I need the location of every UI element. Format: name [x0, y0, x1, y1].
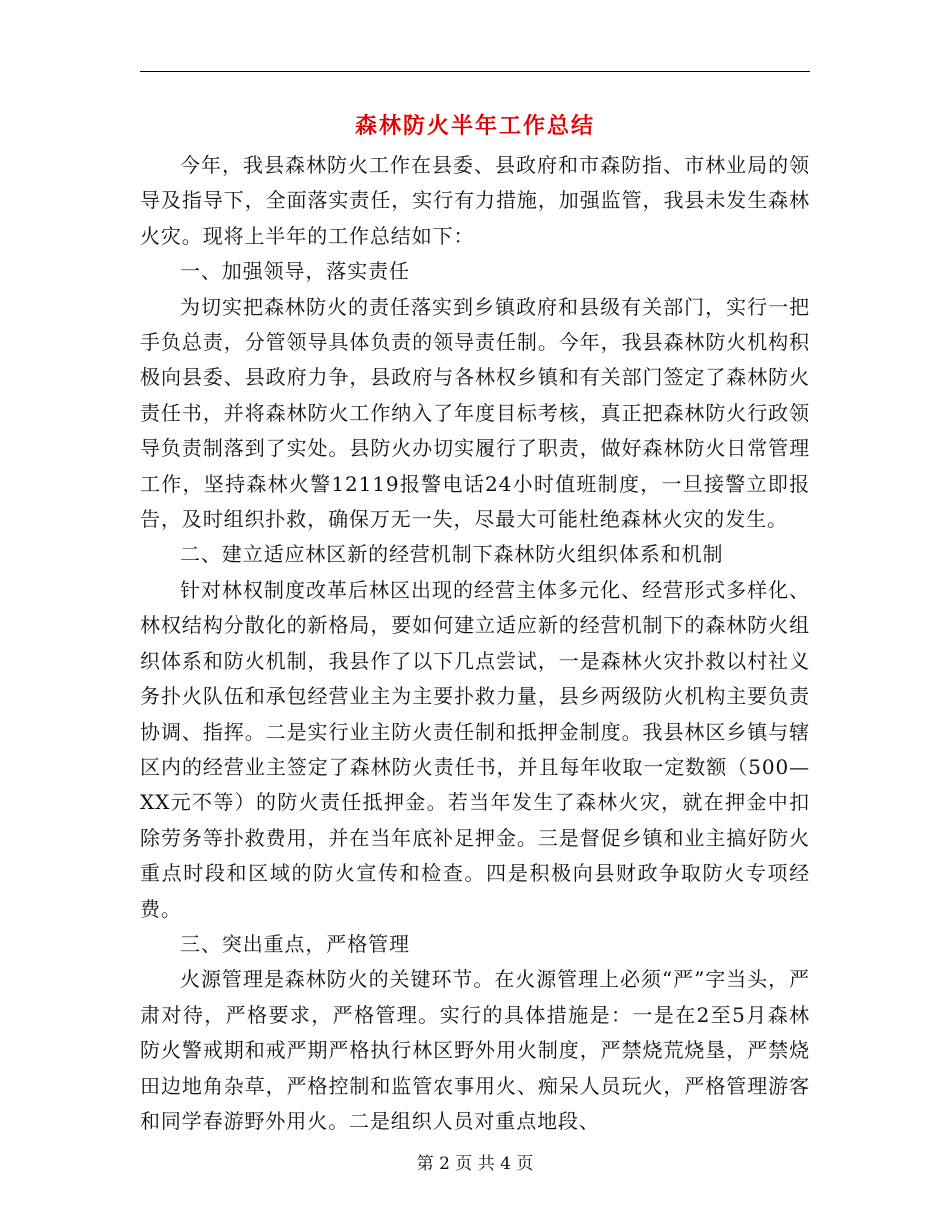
- paragraph: 针对林权制度改革后林区出现的经营主体多元化、经营形式多样化、林权结构分散化的新格局，要如何建立适应新的经营机制下的森林防火组织体系和防火机制，我县作了以下几点尝试，一是森林火灾扑救以村社义务扑火队伍和承包经营业主为主要扑救力量，县乡两级防火机构主要负责协调、指挥。二是实行业主防火责任制和抵押金制度。我县林区乡镇与辖区内的经营业主签定了森林防火责任书，并且每年收取一定数额（500—XX元不等）的防火责任抵押金。若当年发生了森林火灾，就在押金中扣除劳务等扑救费用，并在当年底补足押金。三是督促乡镇和业主搞好防火重点时段和区域的防火宣传和检查。四是积极向县财政争取防火专项经费。: [140, 577, 810, 921]
- section-heading: 二、建立适应林区新的经营机制下森林防火组织体系和机制: [180, 542, 724, 567]
- section-heading: 三、突出重点，严格管理: [180, 931, 410, 956]
- document-title: 森林防火半年工作总结: [354, 113, 595, 139]
- paragraph: 今年，我县森林防火工作在县委、县政府和市森防指、市林业局的领导及指导下，全面落实责任，实行有力措施，加强监管，我县未发生森林火灾。现将上半年的工作总结如下：: [140, 153, 810, 248]
- paragraph: 为切实把森林防火的责任落实到乡镇政府和县级有关部门，实行一把手负总责，分管领导具体负责的领导责任制。今年，我县森林防火机构积极向县委、县政府力争，县政府与各林权乡镇和有关部门签定了森林防火责任书，并将森林防火工作纳入了年度目标考核，真正把森林防火行政领导负责制落到了实处。县防火办切实履行了职责，做好森林防火日常管理工作，坚持森林火警12119报警电话24小时值班制度，一旦接警立即报告，及时组织扑救，确保万无一失，尽最大可能杜绝森林火灾的发生。: [140, 294, 810, 532]
- page-number-footer: 第 2 页 共 4 页: [416, 1154, 534, 1174]
- section-heading: 一、加强领导，落实责任: [180, 259, 410, 284]
- header-rule: [140, 71, 810, 72]
- paragraph: 火源管理是森林防火的关键环节。在火源管理上必须“严”字当头，严肃对待，严格要求，严格管理。实行的具体措施是：一是在2至5月森林防火警戒期和戒严期严格执行林区野外用火制度，严禁烧荒烧垦，严禁烧田边地角杂草，严格控制和监管农事用火、痴呆人员玩火，严格管理游客和同学春游野外用火。二是组织人员对重点地段、: [140, 967, 810, 1133]
- document-body: [140, 148, 810, 1139]
